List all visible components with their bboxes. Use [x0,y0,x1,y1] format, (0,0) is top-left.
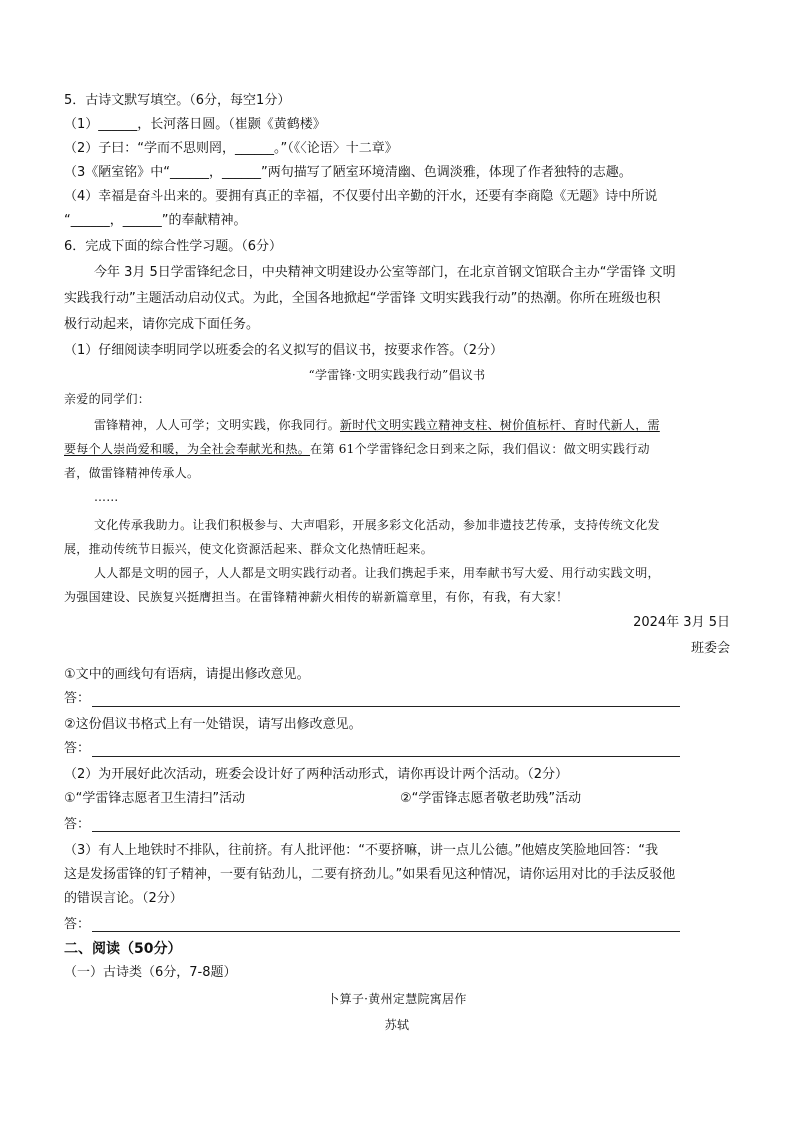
answer-label-2: 答： [64,741,91,756]
answer-line-3[interactable] [92,831,680,832]
section-2-sub: （一）古诗类（6分，7-8题） [64,965,237,980]
q6-intro-line3: 极行动起来，请你完成下面任务。 [64,317,260,332]
section-2-title: 二、阅读（50分） [64,941,182,957]
letter-para1-plain-2: 在第 61个学雷锋纪念日到来之际，我们倡议：做文明实践行动 [310,442,650,456]
answer-label-1: 答： [64,691,91,706]
letter-para1-line2 [64,438,650,460]
q5-title: 5．古诗文默写填空。（6分，每空1分） [64,93,291,108]
q6-sub-2: （2）为开展好此次活动，班委会设计好了两种活动形式，请你再设计两个活动。（2分） [64,767,569,782]
q5-item-3: （3《陋室铭》中“______，______”两句描写了陋室环境清幽、色调淡雅，体现了作者独特的志趣。 [64,165,632,180]
q6-sub-1: （1）仔细阅读李明同学以班委会的名义拟写的倡议书，按要求作答。（2分） [64,343,504,358]
q5-item-4-line2: “______，______”的奉献精神。 [64,213,247,228]
letter-para2-line2: 展，推动传统节日振兴，使文化资源活起来、群众文化热情旺起来。 [64,542,434,556]
letter-date: 2024年 3月 5日 [633,615,730,630]
q6-sub-3-line1: （3）有人上地铁时不排队，往前挤。有人批评他：“不要挤嘛，讲一点儿公德。”他嬉皮笑脸地回答：“我 [64,843,658,858]
q5-item-2: （2）子曰：“学而不思则罔，______。”（《〈论语〉十二章》 [64,141,398,156]
underlined-sentence-part2: 要每个人崇尚爱和暖，为全社会奉献光和热。 [64,442,311,456]
letter-para1-line3: 者，做雷锋精神传承人。 [64,466,200,480]
letter-ellipsis: …… [94,490,119,504]
activity-2: ②“学雷锋志愿者敬老助残”活动 [400,791,582,806]
q6-intro-line2: 实践我行动”主题活动启动仪式。为此，全国各地掀起“学雷锋 文明实践我行动”的热潮。你所在班级也积 [64,291,661,306]
answer-label-4: 答： [64,917,91,932]
letter-para1-plain: 雷锋精神，人人可学；文明实践，你我同行。 [94,418,341,432]
letter-signer: 班委会 [690,641,730,656]
answer-label-3: 答： [64,817,91,832]
q6-sub-3-line2: 这是发扬雷锋的钉子精神，一要有钻劲儿，二要有挤劲儿。”如果看见这种情况，请你运用对比的手法反驳他 [64,867,676,882]
q5-item-4-line1: （4）幸福是奋斗出来的。要拥有真正的幸福，不仅要付出辛勤的汗水，还要有李商隐《无题》诗中所说 [64,189,658,204]
letter-greeting: 亲爱的同学们： [64,392,151,406]
q6-sub-3-line3: 的错误言论。（2分） [64,891,183,906]
letter-para2-line1: 文化传承我助力。让我们积极参与、大声唱彩，开展多彩文化活动，参加非遗技艺传承，支持传统文化发 [94,518,660,532]
q6-1-question-2: ②这份倡议书格式上有一处错误，请写出修改意见。 [64,717,362,732]
q6-intro-line1: 今年 3月 5日学雷锋纪念日，中央精神文明建设办公室等部门，在北京首钢文馆联合主办“学雷锋 文明 [94,265,676,280]
activity-1: ①“学雷锋志愿者卫生清扫”活动 [64,791,246,806]
letter-para1-line1 [94,414,660,436]
q6-1-question-1: ①文中的画线句有语病，请提出修改意见。 [64,667,310,682]
q5-item-1: （1）______，长河落日圆。（崔颢《黄鹤楼》 [64,117,326,132]
underlined-sentence-part1: 新时代文明实践立精神支柱、树价值标杆、育时代新人，需 [340,418,660,432]
poem-author: 苏轼 [384,1018,410,1032]
answer-line-1[interactable] [92,706,680,707]
poem-title: 卜算子·黄州定慧院寓居作 [327,992,467,1006]
letter-title: “学雷锋·文明实践我行动”倡议书 [308,368,486,382]
letter-para3-line1: 人人都是文明的园子，人人都是文明实践行动者。让我们携起手来，用奉献书写大爱、用行动实践文明， [94,566,660,580]
answer-line-4[interactable] [92,931,680,932]
answer-line-2[interactable] [92,756,680,757]
q6-title: 6．完成下面的综合性学习题。（6分） [64,239,283,254]
letter-para3-line2: 为强国建设、民族复兴挺膺担当。在雷锋精神薪火相传的崭新篇章里，有你，有我，有大家！ [64,590,569,604]
